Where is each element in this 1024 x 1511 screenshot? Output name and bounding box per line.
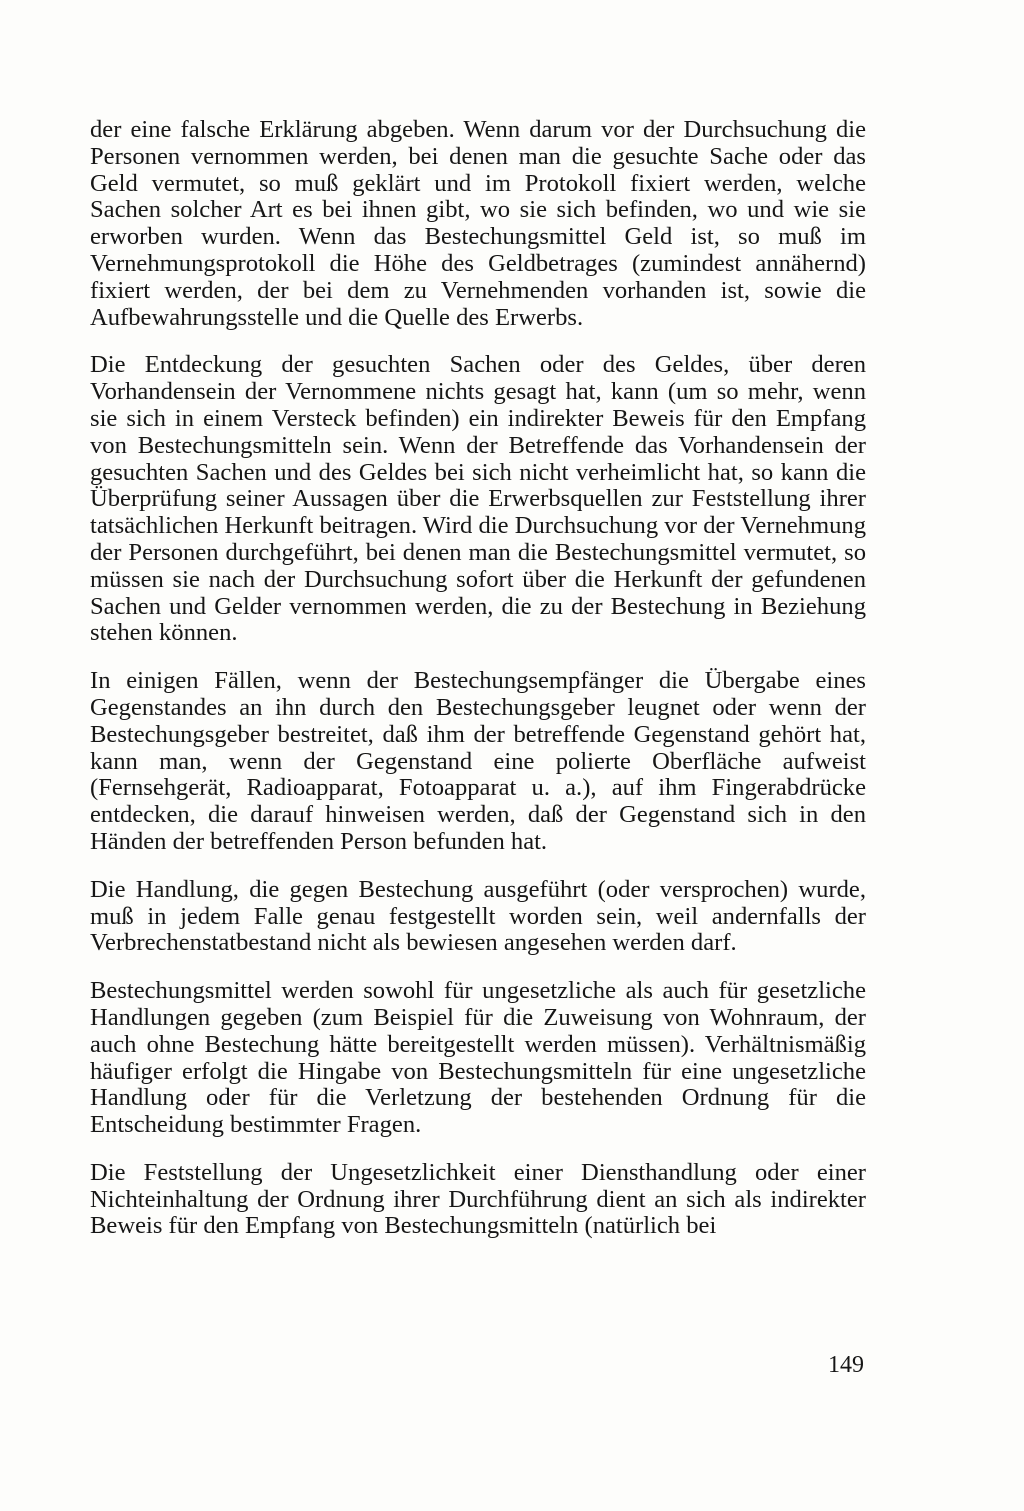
- body-text: [90, 117, 866, 1261]
- paragraph-6: Die Feststellung der Ungesetzlichkeit einer Diensthandlung oder einer Nichteinhaltung der Ordnung ihrer Durchführung dient an sich als indirekter Beweis für den Empfang von Bestechungsmitteln (natürlich bei: [90, 1158, 866, 1240]
- paragraph-5: Bestechungsmittel werden sowohl für ungesetzliche als auch für gesetzliche Handlungen gegeben (zum Beispiel für die Zuweisung von Wohnraum, der auch ohne Bestechung hätte bereitgestellt werden müssen). Verhältnismäßig häufiger erfolgt die Hingabe von Bestechungsmitteln für eine ungesetzliche Handlung oder für die Verletzung der bestehenden Ordnung für die Entscheidung bestimmter Fragen.: [90, 977, 866, 1139]
- paragraph-3: In einigen Fällen, wenn der Bestechungsempfänger die Übergabe eines Gegenstandes an ihn durch den Bestechungsgeber leugnet oder wenn der Bestechungsgeber bestreitet, daß ihm der betreffende Gegenstand gehört hat, kann man, wenn der Gegenstand eine polierte Oberfläche aufweist (Fernsehgerät, Radioapparat, Fotoapparat u. a.), auf ihm Fingerabdrücke entdecken, die darauf hinweisen werden, daß der Gegenstand sich in den Händen der betreffenden Person befunden hat.: [90, 667, 866, 855]
- paragraph-4: Die Handlung, die gegen Bestechung ausgeführt (oder versprochen) wurde, muß in jedem Falle genau festgestellt worden sein, weil andernfalls der Verbrechenstatbestand nicht als bewiesen angesehen werden darf.: [90, 875, 866, 957]
- page-number: 149: [828, 1352, 864, 1378]
- paragraph-2: Die Entdeckung der gesuchten Sachen oder des Geldes, über deren Vorhandensein der Vernommene nichts gesagt hat, kann (um so mehr, wenn sie sich in einem Versteck befinden) ein indirekter Beweis für den Empfang von Bestechungsmitteln sein. Wenn der Betreffende das Vorhandensein der gesuchten Sachen und des Geldes bei sich nicht verheimlicht hat, so kann die Überprüfung seiner Aussagen über die Erwerbsquellen zur Feststellung ihrer tatsächlichen Herkunft beitragen. Wird die Durchsuchung vor der Vernehmung der Personen durchgeführt, bei denen man die Bestechungsmittel vermutet, so müssen sie nach der Durchsuchung sofort über die Herkunft der gefundenen Sachen und Gelder vernommen werden, die zu der Bestechung in Beziehung stehen können.: [90, 351, 866, 647]
- paragraph-1: der eine falsche Erklärung abgeben. Wenn darum vor der Durchsuchung die Personen vernommen werden, bei denen man die gesuchte Sache oder das Geld vermutet, so muß geklärt und im Protokoll fixiert werden, welche Sachen solcher Art es bei ihnen gibt, wo sie sich befinden, wo und wie sie erworben wurden. Wenn das Bestechungsmittel Geld ist, so muß im Vernehmungsprotokoll die Höhe des Geldbetrages (zumindest annähernd) fixiert werden, der bei dem zu Vernehmenden vorhanden ist, sowie die Aufbewahrungsstelle und die Quelle des Erwerbs.: [90, 116, 866, 331]
